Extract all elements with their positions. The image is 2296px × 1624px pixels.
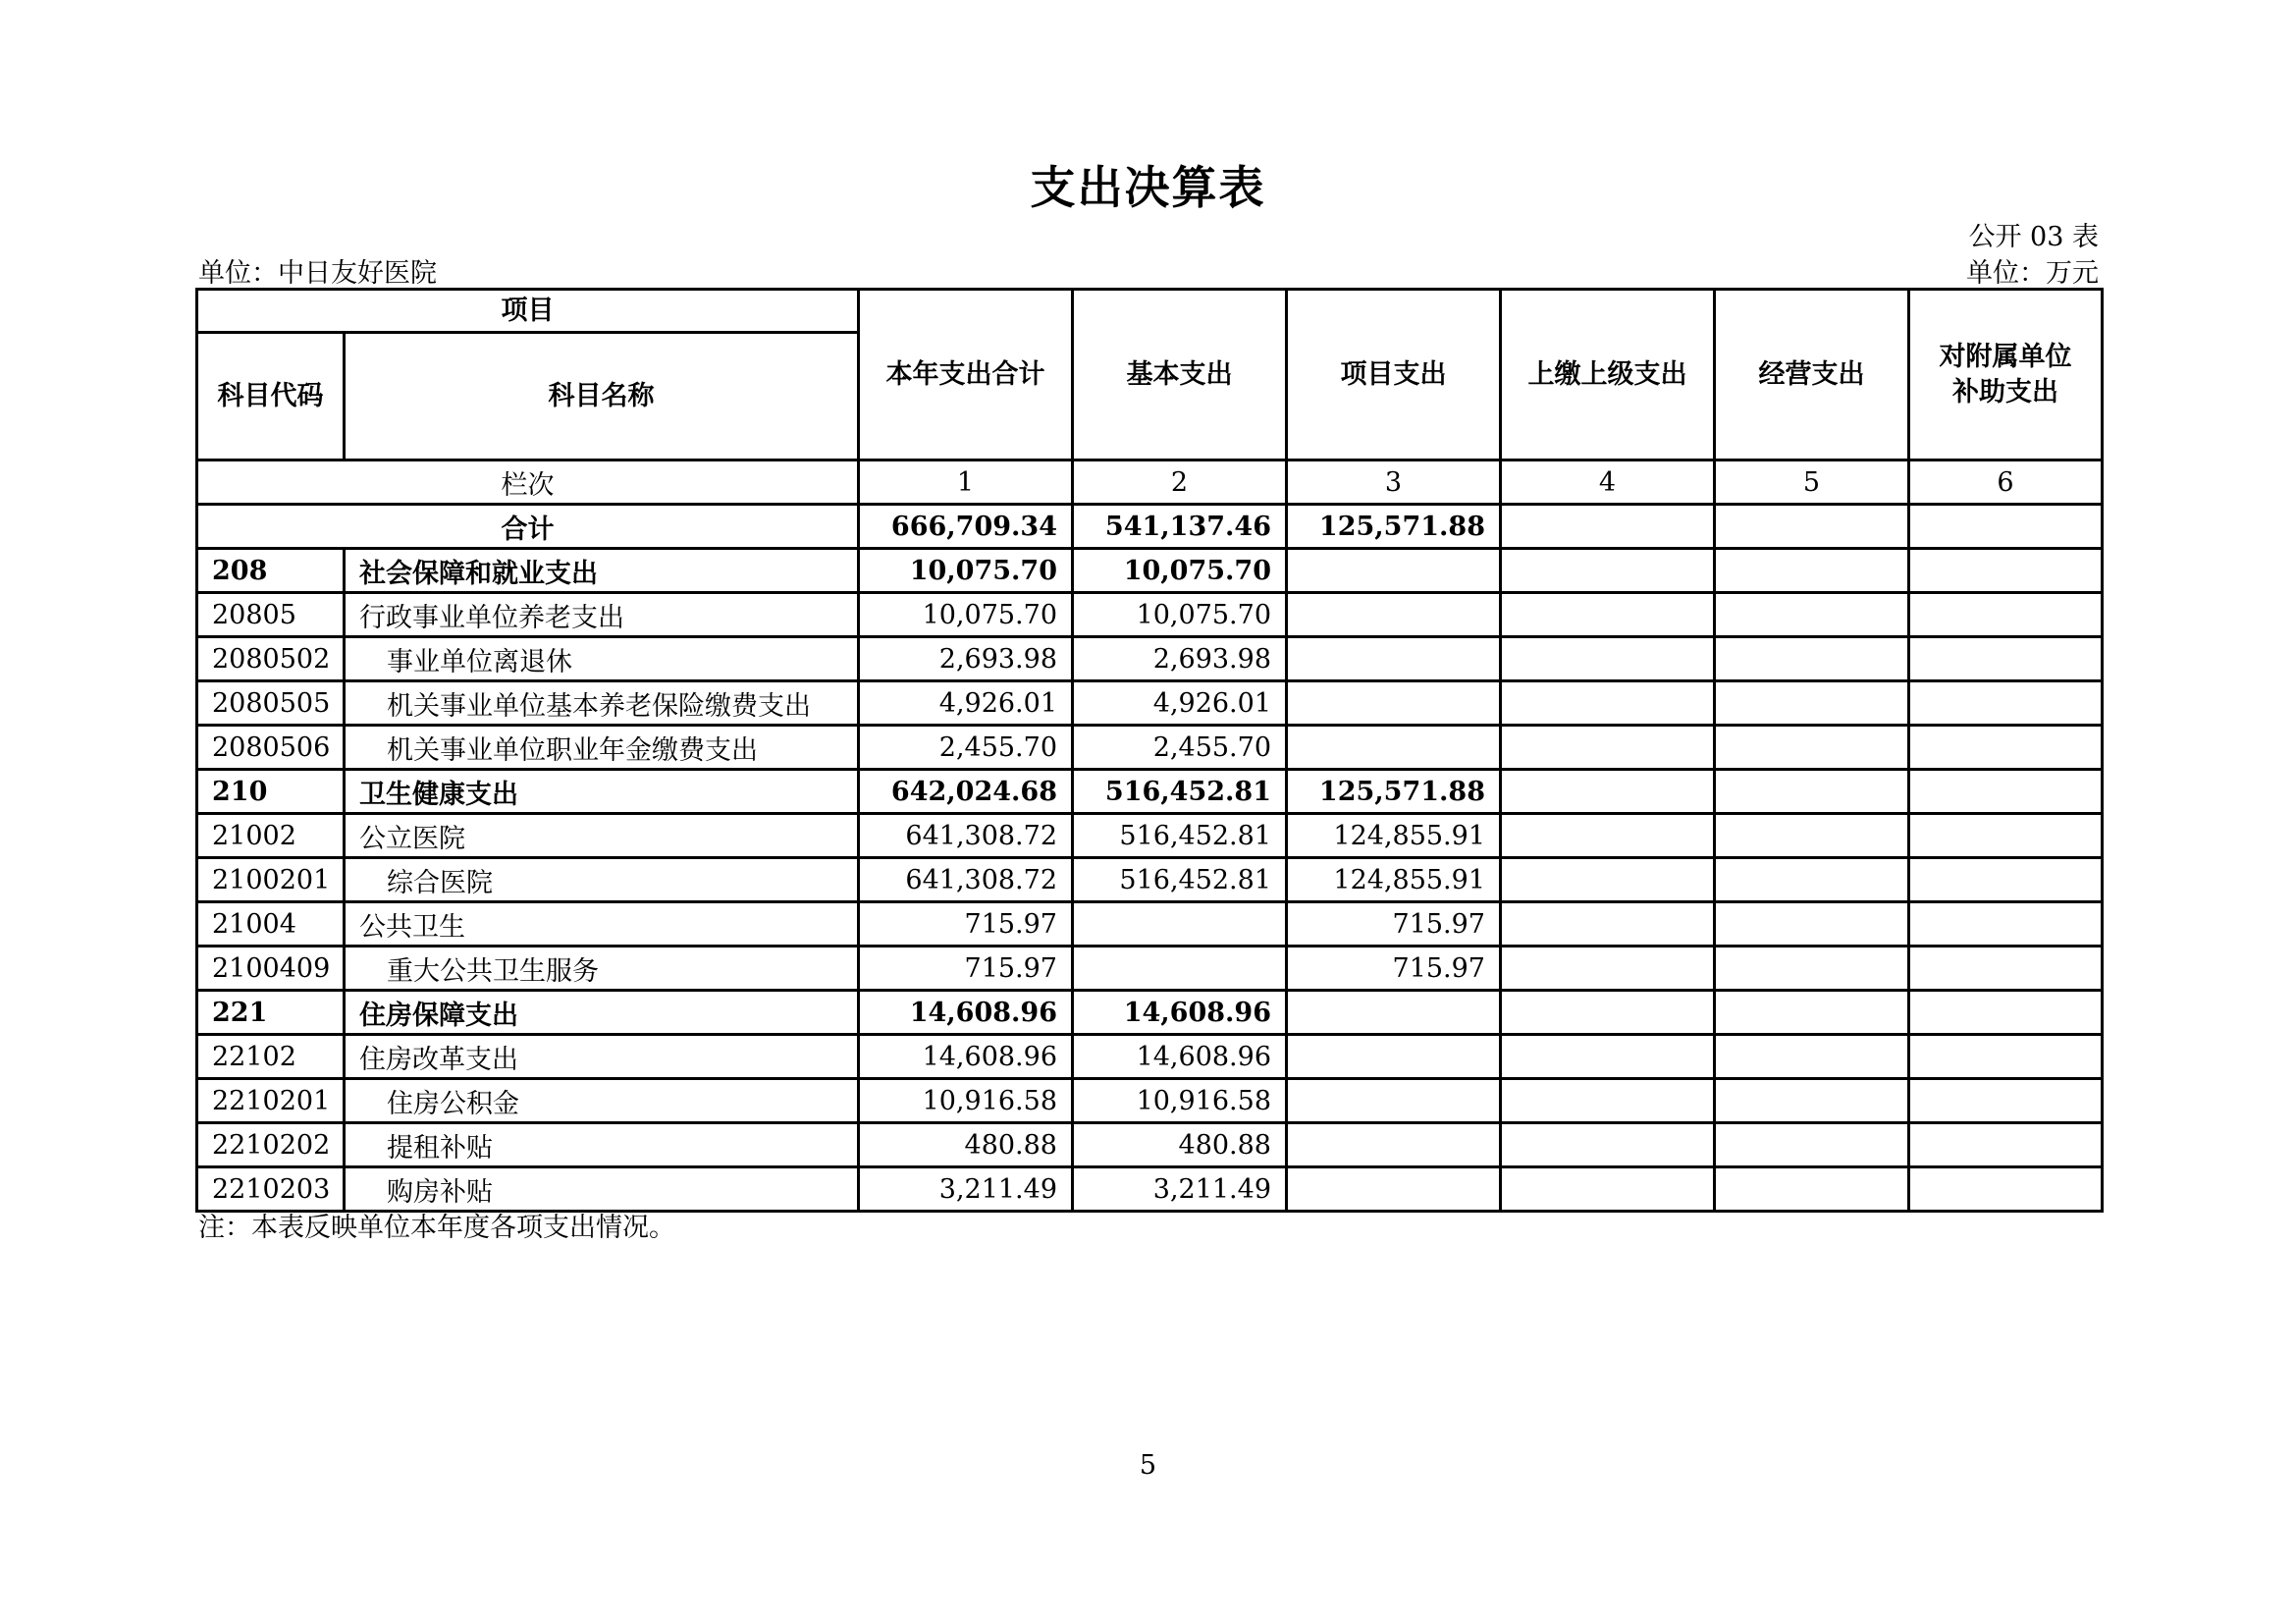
amount-cell — [1501, 1123, 1715, 1167]
amount-cell — [1909, 947, 2103, 991]
column-index-cell: 6 — [1909, 460, 2103, 505]
page-title: 支出决算表 — [1030, 161, 1266, 214]
amount-cell: 10,916.58 — [1073, 1079, 1287, 1123]
table-row — [197, 991, 2103, 1035]
subject-code: 2100201 — [197, 858, 345, 902]
amount-cell: 715.97 — [859, 947, 1073, 991]
subject-code: 20805 — [197, 593, 345, 637]
amount-cell — [1909, 1079, 2103, 1123]
table-row — [197, 1079, 2103, 1123]
subject-name: 住房公积金 — [345, 1079, 859, 1123]
table-row — [197, 1123, 2103, 1167]
amount-cell: 10,075.70 — [1073, 549, 1287, 593]
table-row — [197, 1167, 2103, 1212]
amount-cell: 715.97 — [1287, 947, 1501, 991]
amount-cell — [1073, 947, 1287, 991]
subject-name: 社会保障和就业支出 — [345, 549, 859, 593]
amount-cell — [1073, 902, 1287, 947]
amount-cell: 125,571.88 — [1287, 770, 1501, 814]
table-row — [197, 593, 2103, 637]
amount-cell: 480.88 — [859, 1123, 1073, 1167]
amount-cell — [1715, 1123, 1909, 1167]
amount-cell — [1909, 902, 2103, 947]
subject-code: 21004 — [197, 902, 345, 947]
table-row — [197, 549, 2103, 593]
amount-cell — [1501, 681, 1715, 726]
amount-cell — [1501, 947, 1715, 991]
amount-cell — [1287, 549, 1501, 593]
amount-cell — [1909, 770, 2103, 814]
amount-cell: 715.97 — [1287, 902, 1501, 947]
header-remit-superior: 上缴上级支出 — [1501, 290, 1715, 460]
amount-cell — [1715, 1079, 1909, 1123]
table-row — [197, 858, 2103, 902]
amount-cell — [1909, 814, 2103, 858]
amount-cell — [1287, 1035, 1501, 1079]
amount-cell — [1715, 681, 1909, 726]
amount-cell — [1909, 1035, 2103, 1079]
amount-cell: 14,608.96 — [859, 991, 1073, 1035]
total-cell: 541,137.46 — [1073, 505, 1287, 549]
amount-cell: 124,855.91 — [1287, 858, 1501, 902]
amount-cell — [1909, 549, 2103, 593]
table-row — [197, 814, 2103, 858]
amount-cell — [1715, 991, 1909, 1035]
amount-cell — [1909, 1123, 2103, 1167]
subject-name: 机关事业单位职业年金缴费支出 — [345, 726, 859, 770]
subject-name: 综合医院 — [345, 858, 859, 902]
currency-unit: 单位：万元 — [1966, 258, 2099, 289]
amount-cell: 516,452.81 — [1073, 770, 1287, 814]
amount-cell — [1715, 726, 1909, 770]
amount-cell: 14,608.96 — [859, 1035, 1073, 1079]
amount-cell: 516,452.81 — [1073, 858, 1287, 902]
table-row — [197, 681, 2103, 726]
expenditure-table — [195, 288, 2104, 1213]
amount-cell: 10,075.70 — [859, 549, 1073, 593]
column-index-cell: 2 — [1073, 460, 1287, 505]
subject-code: 2080505 — [197, 681, 345, 726]
subject-name: 公共卫生 — [345, 902, 859, 947]
amount-cell — [1909, 991, 2103, 1035]
amount-cell: 2,693.98 — [859, 637, 1073, 681]
subject-name: 住房改革支出 — [345, 1035, 859, 1079]
amount-cell: 4,926.01 — [1073, 681, 1287, 726]
subject-code: 221 — [197, 991, 345, 1035]
total-row — [197, 505, 2103, 549]
subject-code: 2210203 — [197, 1167, 345, 1212]
amount-cell: 641,308.72 — [859, 814, 1073, 858]
amount-cell: 14,608.96 — [1073, 991, 1287, 1035]
amount-cell: 2,693.98 — [1073, 637, 1287, 681]
column-index-label: 栏次 — [197, 460, 859, 505]
column-index-cell: 1 — [859, 460, 1073, 505]
amount-cell — [1909, 858, 2103, 902]
amount-cell — [1715, 858, 1909, 902]
column-index-cell: 4 — [1501, 460, 1715, 505]
amount-cell: 642,024.68 — [859, 770, 1073, 814]
subject-code: 208 — [197, 549, 345, 593]
amount-cell — [1287, 593, 1501, 637]
amount-cell — [1715, 593, 1909, 637]
amount-cell — [1909, 593, 2103, 637]
subject-name: 卫生健康支出 — [345, 770, 859, 814]
table-row — [197, 726, 2103, 770]
amount-cell — [1715, 947, 1909, 991]
subject-code: 2210202 — [197, 1123, 345, 1167]
subject-code: 210 — [197, 770, 345, 814]
subject-name: 公立医院 — [345, 814, 859, 858]
amount-cell — [1501, 991, 1715, 1035]
amount-cell — [1715, 814, 1909, 858]
subject-name: 提租补贴 — [345, 1123, 859, 1167]
amount-cell: 641,308.72 — [859, 858, 1073, 902]
column-index-row — [197, 460, 2103, 505]
amount-cell: 516,452.81 — [1073, 814, 1287, 858]
table-note: 注：本表反映单位本年度各项支出情况。 — [198, 1213, 675, 1243]
header-subsidy-affiliates: 对附属单位补助支出 — [1909, 290, 2103, 460]
amount-cell — [1501, 1079, 1715, 1123]
amount-cell — [1501, 593, 1715, 637]
amount-cell — [1715, 1167, 1909, 1212]
subject-code: 22102 — [197, 1035, 345, 1079]
amount-cell — [1501, 1035, 1715, 1079]
total-label: 合计 — [197, 505, 859, 549]
amount-cell — [1501, 637, 1715, 681]
amount-cell — [1909, 1167, 2103, 1212]
form-number: 公开 03 表 — [1968, 222, 2099, 252]
amount-cell — [1287, 1167, 1501, 1212]
amount-cell: 4,926.01 — [859, 681, 1073, 726]
amount-cell — [1715, 770, 1909, 814]
amount-cell: 10,075.70 — [859, 593, 1073, 637]
amount-cell — [1287, 1079, 1501, 1123]
header-project-expenditure: 项目支出 — [1287, 290, 1501, 460]
page-number: 5 — [1139, 1450, 1157, 1481]
amount-cell: 14,608.96 — [1073, 1035, 1287, 1079]
amount-cell — [1715, 902, 1909, 947]
amount-cell: 10,075.70 — [1073, 593, 1287, 637]
amount-cell — [1909, 726, 2103, 770]
subject-name: 行政事业单位养老支出 — [345, 593, 859, 637]
table-row — [197, 902, 2103, 947]
total-cell — [1501, 505, 1715, 549]
amount-cell — [1287, 681, 1501, 726]
amount-cell: 480.88 — [1073, 1123, 1287, 1167]
subject-name: 购房补贴 — [345, 1167, 859, 1212]
amount-cell — [1501, 770, 1715, 814]
amount-cell — [1909, 637, 2103, 681]
amount-cell — [1501, 726, 1715, 770]
table-row — [197, 947, 2103, 991]
amount-cell — [1287, 1123, 1501, 1167]
subject-code: 2100409 — [197, 947, 345, 991]
amount-cell — [1909, 681, 2103, 726]
table-row — [197, 637, 2103, 681]
header-total-expenditure: 本年支出合计 — [859, 290, 1073, 460]
header-row — [197, 290, 2103, 333]
amount-cell: 10,916.58 — [859, 1079, 1073, 1123]
subject-code: 2080502 — [197, 637, 345, 681]
total-cell: 125,571.88 — [1287, 505, 1501, 549]
amount-cell — [1715, 549, 1909, 593]
total-cell: 666,709.34 — [859, 505, 1073, 549]
header-operating-expenditure: 经营支出 — [1715, 290, 1909, 460]
subject-name: 重大公共卫生服务 — [345, 947, 859, 991]
table-row — [197, 770, 2103, 814]
amount-cell — [1287, 637, 1501, 681]
amount-cell — [1715, 637, 1909, 681]
amount-cell — [1501, 902, 1715, 947]
amount-cell: 2,455.70 — [859, 726, 1073, 770]
amount-cell — [1715, 1035, 1909, 1079]
amount-cell: 3,211.49 — [859, 1167, 1073, 1212]
amount-cell: 2,455.70 — [1073, 726, 1287, 770]
subject-code: 2210201 — [197, 1079, 345, 1123]
subject-code: 21002 — [197, 814, 345, 858]
amount-cell: 3,211.49 — [1073, 1167, 1287, 1212]
header-code: 科目代码 — [197, 333, 345, 460]
subject-name: 事业单位离退休 — [345, 637, 859, 681]
subject-name: 住房保障支出 — [345, 991, 859, 1035]
subject-name: 机关事业单位基本养老保险缴费支出 — [345, 681, 859, 726]
reporting-unit: 单位：中日友好医院 — [198, 258, 437, 289]
header-name: 科目名称 — [345, 333, 859, 460]
total-cell — [1715, 505, 1909, 549]
column-index-cell: 3 — [1287, 460, 1501, 505]
amount-cell: 715.97 — [859, 902, 1073, 947]
table-row — [197, 1035, 2103, 1079]
amount-cell — [1501, 814, 1715, 858]
amount-cell — [1501, 1167, 1715, 1212]
total-cell — [1909, 505, 2103, 549]
column-index-cell: 5 — [1715, 460, 1909, 505]
header-basic-expenditure: 基本支出 — [1073, 290, 1287, 460]
amount-cell — [1287, 726, 1501, 770]
header-item: 项目 — [197, 290, 859, 333]
subject-code: 2080506 — [197, 726, 345, 770]
amount-cell: 124,855.91 — [1287, 814, 1501, 858]
amount-cell — [1501, 858, 1715, 902]
amount-cell — [1501, 549, 1715, 593]
amount-cell — [1287, 991, 1501, 1035]
